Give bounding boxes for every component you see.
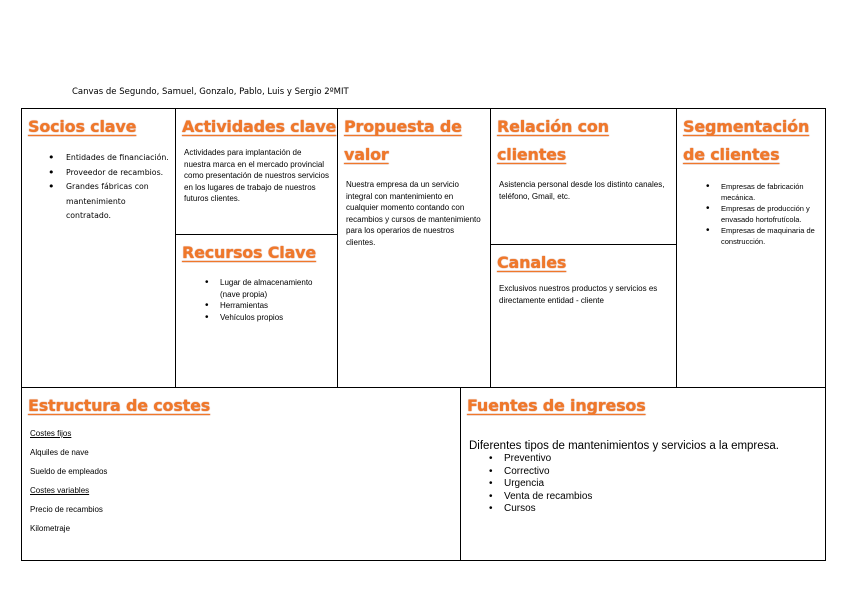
list-item: • Vehículos propios: [220, 312, 331, 324]
costes-fijos-label: Costes fijos: [30, 429, 72, 438]
propuesta-valor-block: [337, 108, 491, 388]
segmentacion-clientes-title: Segmentación de clientes: [683, 117, 810, 164]
canales-block: [490, 244, 677, 388]
list-item: • Empresas de fabricación mecánica.: [721, 181, 819, 203]
relacion-clientes-block: [490, 108, 677, 245]
relacion-clientes-text: Asistencia personal desde los distinto canales, teléfono, Gmail, etc.: [499, 180, 665, 201]
estructura-costes-block: [21, 387, 461, 561]
list-item: Alquiles de nave: [30, 448, 89, 457]
actividades-clave-block: [175, 108, 338, 235]
socios-clave-list: [66, 151, 169, 224]
propuesta-valor-title: Propuesta de valor: [344, 117, 462, 164]
list-item: Precio de recambios: [30, 505, 103, 514]
segmentacion-clientes-block: [676, 108, 826, 388]
list-item: Sueldo de empleados: [30, 467, 108, 476]
list-item: Kilometraje: [30, 524, 71, 533]
list-item: • Grandes fábricas con mantenimiento contratado.: [66, 180, 169, 224]
fuentes-ingresos-list: [504, 453, 825, 516]
recursos-clave-title: Recursos Clave: [182, 243, 317, 262]
list-item: • Correctivo: [504, 466, 825, 479]
estructura-costes-title: Estructura de costes: [28, 396, 211, 415]
list-item: • Empresas de maquinaria de construcción.: [721, 225, 819, 247]
list-item: • Entidades de financiación.: [66, 151, 169, 166]
propuesta-valor-text: Nuestra empresa da un servicio integral con mantenimiento en cualquier momento contando con recambios y cursos de mantenimiento para los operarios de nuestros clientes.: [346, 180, 481, 247]
list-item: • Empresas de producción y envasado hortofrutícola.: [721, 203, 819, 225]
actividades-clave-title: Actividades clave: [182, 117, 337, 136]
canales-title: Canales: [497, 253, 567, 272]
list-item: • Cursos: [504, 503, 825, 516]
recursos-clave-block: [175, 234, 338, 388]
actividades-clave-text: Actividades para implantación de nuestra marca en el mercado provincial como presentación de nuestros servicios en los lugares de trabajo de nuestros futuros clientes.: [184, 148, 329, 203]
estructura-costes-body: [30, 424, 452, 538]
socios-clave-title: Socios clave: [28, 117, 137, 136]
fuentes-ingresos-intro: Diferentes tipos de mantenimientos y servicios a la empresa.: [469, 440, 780, 452]
list-item: • Herramientas: [220, 300, 331, 312]
costes-variables-label: Costes variables: [30, 486, 90, 495]
relacion-clientes-title: Relación con clientes: [497, 117, 609, 164]
list-item: • Lugar de almacenamiento (nave propia): [220, 277, 331, 300]
list-item: • Preventivo: [504, 453, 825, 466]
fuentes-ingresos-block: [460, 387, 826, 561]
segmentacion-clientes-list: [721, 181, 819, 247]
list-item: • Venta de recambios: [504, 491, 825, 504]
fuentes-ingresos-title: Fuentes de ingresos: [467, 396, 646, 415]
list-item: • Urgencia: [504, 478, 825, 491]
recursos-clave-list: [220, 277, 331, 323]
socios-clave-block: [21, 108, 176, 388]
document-caption: Canvas de Segundo, Samuel, Gonzalo, Pablo, Luis y Sergio 2ºMIT: [72, 87, 349, 97]
canales-text: Exclusivos nuestros productos y servicios es directamente entidad - cliente: [499, 284, 658, 305]
list-item: • Proveedor de recambios.: [66, 166, 169, 181]
